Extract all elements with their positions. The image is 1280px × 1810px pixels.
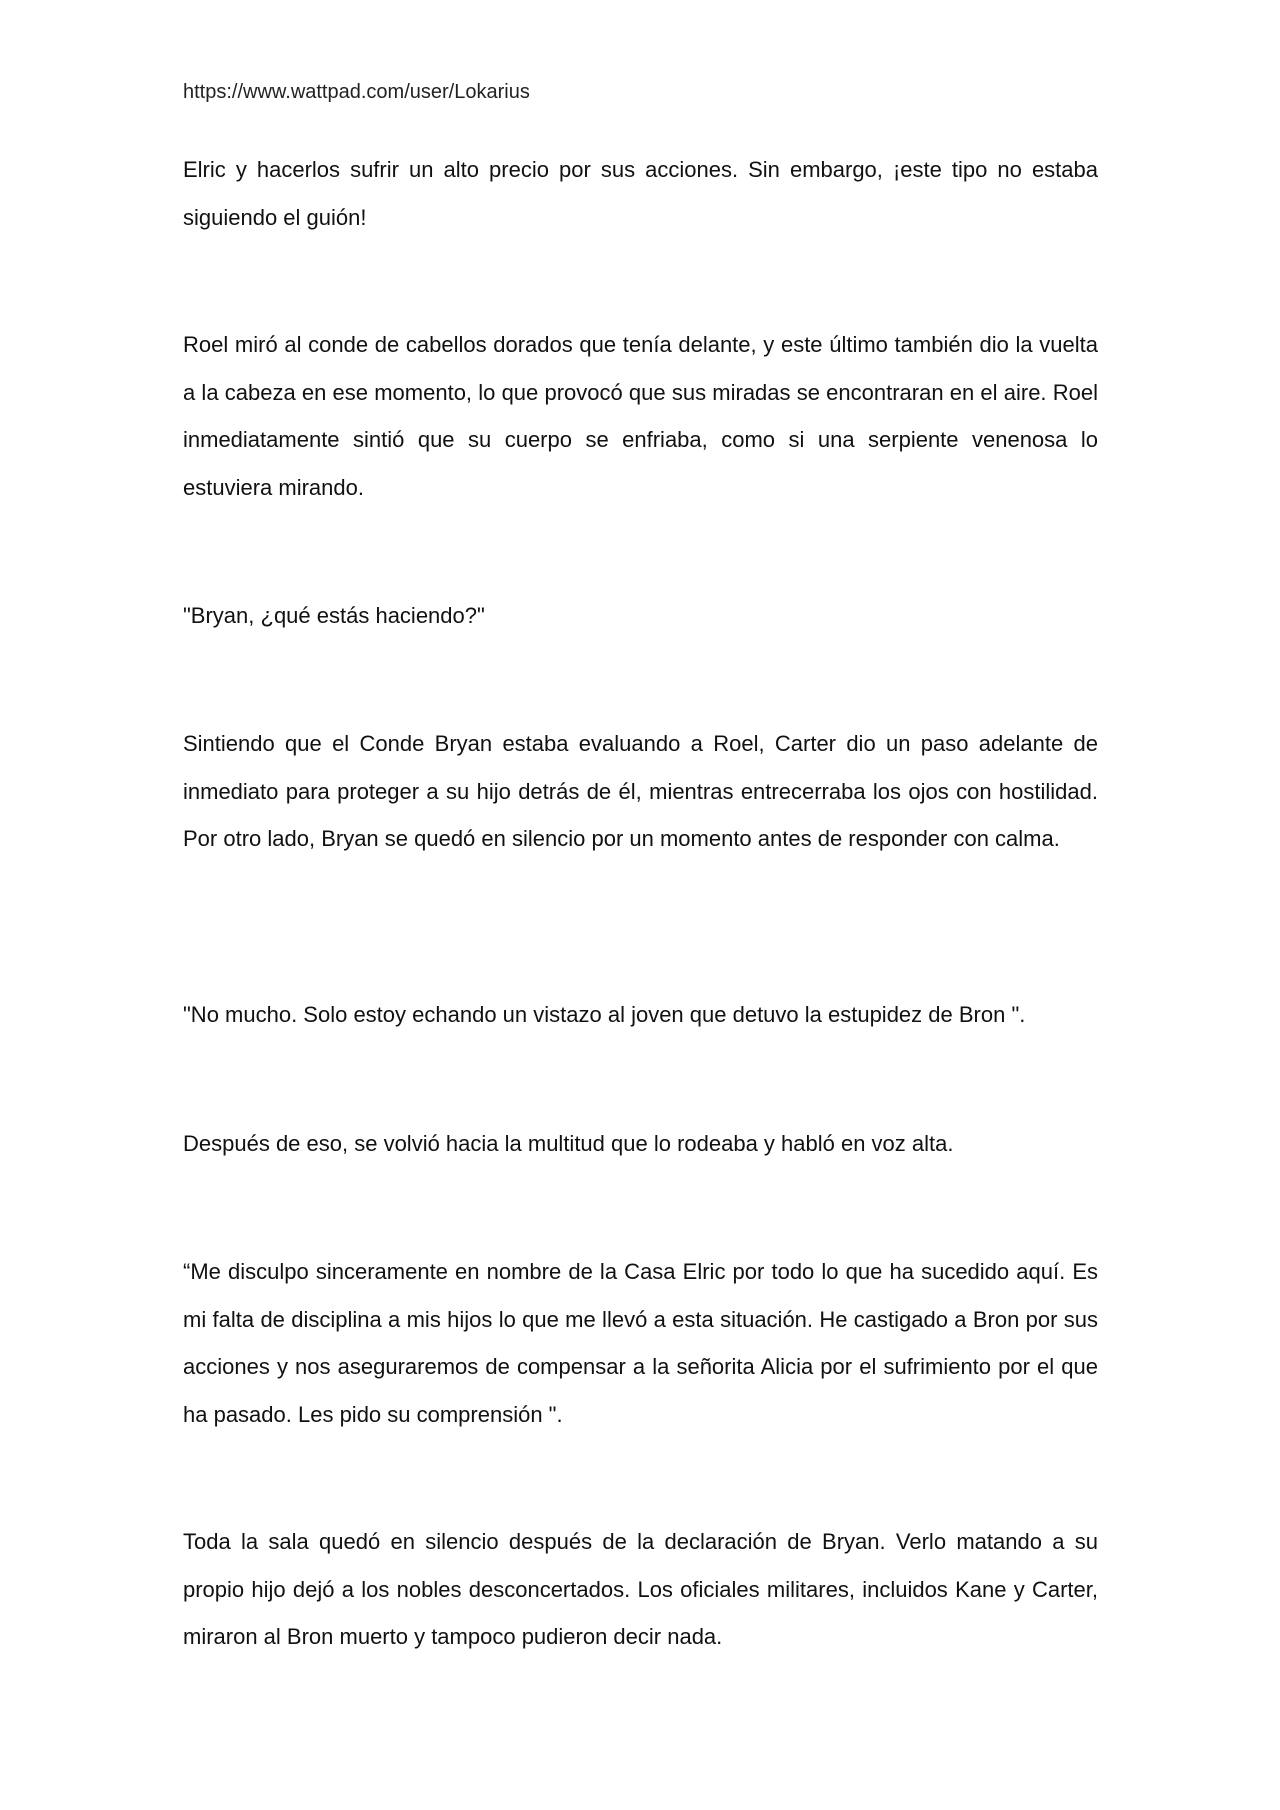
dialogue-paragraph: “Me disculpo sinceramente en nombre de la Casa Elric por todo lo que ha sucedido aquí. Es mi falta de disciplina a mis hijos lo que me llevó a esta situación. He castigado a Bron por sus acciones y nos aseguraremos de compensar a la señorita Alicia por el sufrimiento por el que ha pasado. Les pido su comprensión ".: [183, 1259, 1098, 1427]
paragraph: Después de eso, se volvió hacia la multitud que lo rodeaba y habló en voz alta.: [183, 1131, 954, 1156]
paragraph: Toda la sala quedó en silencio después de la declaración de Bryan. Verlo matando a su propio hijo dejó a los nobles desconcertados. Los oficiales militares, incluidos Kane y Carter, miraron al Bron muerto y tampoco pudieron decir nada.: [183, 1529, 1098, 1649]
dialogue-paragraph: "Bryan, ¿qué estás haciendo?": [183, 603, 485, 628]
dialogue-paragraph: "No mucho. Solo estoy echando un vistazo al joven que detuvo la estupidez de Bron ".: [183, 1002, 1026, 1027]
page-header-url: https://www.wattpad.com/user/Lokarius: [183, 81, 530, 103]
paragraph: Elric y hacerlos sufrir un alto precio por sus acciones. Sin embargo, ¡este tipo no estaba siguiendo el guión!: [183, 157, 1098, 230]
paragraph: Sintiendo que el Conde Bryan estaba evaluando a Roel, Carter dio un paso adelante de inmediato para proteger a su hijo detrás de él, mientras entrecerraba los ojos con hostilidad. Por otro lado, Bryan se quedó en silencio por un momento antes de responder con calma.: [183, 731, 1098, 851]
paragraph: Roel miró al conde de cabellos dorados que tenía delante, y este último también dio la vuelta a la cabeza en ese momento, lo que provocó que sus miradas se encontraran en el aire. Roel inmediatamente sintió que su cuerpo se enfriaba, como si una serpiente venenosa lo estuviera mirando.: [183, 332, 1098, 500]
